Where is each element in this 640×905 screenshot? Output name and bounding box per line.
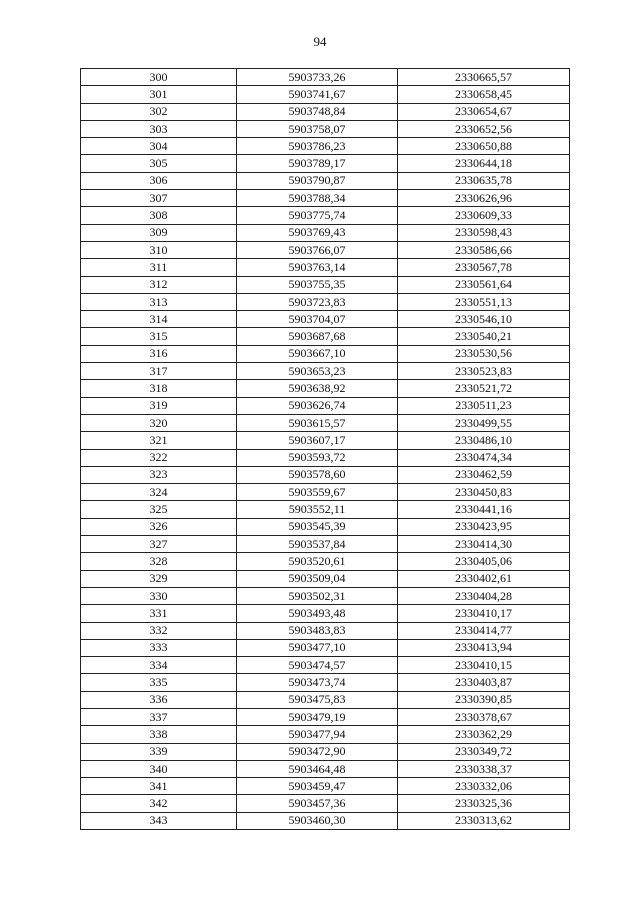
table-row bbox=[81, 259, 570, 276]
point-number-cell: 332 bbox=[81, 622, 237, 639]
x-coordinate-cell: 5903477,10 bbox=[237, 639, 398, 656]
table-row bbox=[81, 432, 570, 449]
y-coordinate-cell: 2330410,15 bbox=[398, 657, 570, 674]
point-number-cell: 308 bbox=[81, 207, 237, 224]
x-coordinate-cell: 5903788,34 bbox=[237, 190, 398, 207]
y-coordinate-cell: 2330561,64 bbox=[398, 276, 570, 293]
table-row bbox=[81, 207, 570, 224]
point-number-cell: 337 bbox=[81, 708, 237, 725]
x-coordinate-cell: 5903459,47 bbox=[237, 778, 398, 795]
y-coordinate-cell: 2330349,72 bbox=[398, 743, 570, 760]
x-coordinate-cell: 5903687,68 bbox=[237, 328, 398, 345]
y-coordinate-cell: 2330410,17 bbox=[398, 605, 570, 622]
table-row bbox=[81, 466, 570, 483]
y-coordinate-cell: 2330511,23 bbox=[398, 397, 570, 414]
y-coordinate-cell: 2330658,45 bbox=[398, 86, 570, 103]
point-number-cell: 302 bbox=[81, 103, 237, 120]
point-number-cell: 339 bbox=[81, 743, 237, 760]
y-coordinate-cell: 2330402,61 bbox=[398, 570, 570, 587]
table-row bbox=[81, 778, 570, 795]
x-coordinate-cell: 5903537,84 bbox=[237, 536, 398, 553]
point-number-cell: 324 bbox=[81, 484, 237, 501]
point-number-cell: 343 bbox=[81, 812, 237, 829]
x-coordinate-cell: 5903763,14 bbox=[237, 259, 398, 276]
y-coordinate-cell: 2330644,18 bbox=[398, 155, 570, 172]
y-coordinate-cell: 2330652,56 bbox=[398, 120, 570, 137]
x-coordinate-cell: 5903520,61 bbox=[237, 553, 398, 570]
x-coordinate-cell: 5903545,39 bbox=[237, 518, 398, 535]
point-number-cell: 317 bbox=[81, 363, 237, 380]
table-row bbox=[81, 622, 570, 639]
table-row bbox=[81, 138, 570, 155]
point-number-cell: 328 bbox=[81, 553, 237, 570]
table-row bbox=[81, 293, 570, 310]
x-coordinate-cell: 5903733,26 bbox=[237, 69, 398, 86]
point-number-cell: 325 bbox=[81, 501, 237, 518]
y-coordinate-cell: 2330414,30 bbox=[398, 536, 570, 553]
table-row bbox=[81, 103, 570, 120]
x-coordinate-cell: 5903464,48 bbox=[237, 760, 398, 777]
point-number-cell: 341 bbox=[81, 778, 237, 795]
point-number-cell: 311 bbox=[81, 259, 237, 276]
point-number-cell: 335 bbox=[81, 674, 237, 691]
y-coordinate-cell: 2330404,28 bbox=[398, 587, 570, 604]
table-row bbox=[81, 708, 570, 725]
y-coordinate-cell: 2330523,83 bbox=[398, 363, 570, 380]
point-number-cell: 322 bbox=[81, 449, 237, 466]
x-coordinate-cell: 5903615,57 bbox=[237, 414, 398, 431]
y-coordinate-cell: 2330414,77 bbox=[398, 622, 570, 639]
y-coordinate-cell: 2330546,10 bbox=[398, 311, 570, 328]
x-coordinate-cell: 5903502,31 bbox=[237, 587, 398, 604]
x-coordinate-cell: 5903741,67 bbox=[237, 86, 398, 103]
y-coordinate-cell: 2330598,43 bbox=[398, 224, 570, 241]
point-number-cell: 312 bbox=[81, 276, 237, 293]
table-row bbox=[81, 518, 570, 535]
y-coordinate-cell: 2330586,66 bbox=[398, 241, 570, 258]
table-row bbox=[81, 276, 570, 293]
point-number-cell: 334 bbox=[81, 657, 237, 674]
table-row bbox=[81, 241, 570, 258]
table-row bbox=[81, 691, 570, 708]
point-number-cell: 329 bbox=[81, 570, 237, 587]
x-coordinate-cell: 5903578,60 bbox=[237, 466, 398, 483]
x-coordinate-cell: 5903723,83 bbox=[237, 293, 398, 310]
table-row bbox=[81, 605, 570, 622]
y-coordinate-cell: 2330462,59 bbox=[398, 466, 570, 483]
point-number-cell: 301 bbox=[81, 86, 237, 103]
table-row bbox=[81, 743, 570, 760]
x-coordinate-cell: 5903457,36 bbox=[237, 795, 398, 812]
point-number-cell: 336 bbox=[81, 691, 237, 708]
x-coordinate-cell: 5903626,74 bbox=[237, 397, 398, 414]
table-row bbox=[81, 380, 570, 397]
y-coordinate-cell: 2330413,94 bbox=[398, 639, 570, 656]
y-coordinate-cell: 2330654,67 bbox=[398, 103, 570, 120]
table-row bbox=[81, 224, 570, 241]
point-number-cell: 319 bbox=[81, 397, 237, 414]
table-row bbox=[81, 553, 570, 570]
point-number-cell: 318 bbox=[81, 380, 237, 397]
page-number: 94 bbox=[313, 34, 327, 49]
point-number-cell: 327 bbox=[81, 536, 237, 553]
table-row bbox=[81, 536, 570, 553]
y-coordinate-cell: 2330665,57 bbox=[398, 69, 570, 86]
y-coordinate-cell: 2330441,16 bbox=[398, 501, 570, 518]
x-coordinate-cell: 5903472,90 bbox=[237, 743, 398, 760]
table-row bbox=[81, 190, 570, 207]
x-coordinate-cell: 5903789,17 bbox=[237, 155, 398, 172]
y-coordinate-cell: 2330450,83 bbox=[398, 484, 570, 501]
x-coordinate-cell: 5903477,94 bbox=[237, 726, 398, 743]
point-number-cell: 330 bbox=[81, 587, 237, 604]
table-row bbox=[81, 328, 570, 345]
x-coordinate-cell: 5903653,23 bbox=[237, 363, 398, 380]
y-coordinate-cell: 2330486,10 bbox=[398, 432, 570, 449]
coordinates-table bbox=[80, 68, 570, 830]
point-number-cell: 303 bbox=[81, 120, 237, 137]
x-coordinate-cell: 5903475,83 bbox=[237, 691, 398, 708]
x-coordinate-cell: 5903593,72 bbox=[237, 449, 398, 466]
point-number-cell: 338 bbox=[81, 726, 237, 743]
table-row bbox=[81, 760, 570, 777]
x-coordinate-cell: 5903483,83 bbox=[237, 622, 398, 639]
x-coordinate-cell: 5903607,17 bbox=[237, 432, 398, 449]
y-coordinate-cell: 2330423,95 bbox=[398, 518, 570, 535]
table-row bbox=[81, 812, 570, 829]
y-coordinate-cell: 2330499,55 bbox=[398, 414, 570, 431]
table-row bbox=[81, 639, 570, 656]
point-number-cell: 333 bbox=[81, 639, 237, 656]
table-row bbox=[81, 120, 570, 137]
table-row bbox=[81, 587, 570, 604]
y-coordinate-cell: 2330338,37 bbox=[398, 760, 570, 777]
point-number-cell: 300 bbox=[81, 69, 237, 86]
point-number-cell: 340 bbox=[81, 760, 237, 777]
x-coordinate-cell: 5903552,11 bbox=[237, 501, 398, 518]
y-coordinate-cell: 2330626,96 bbox=[398, 190, 570, 207]
table-row bbox=[81, 69, 570, 86]
y-coordinate-cell: 2330332,06 bbox=[398, 778, 570, 795]
x-coordinate-cell: 5903769,43 bbox=[237, 224, 398, 241]
y-coordinate-cell: 2330650,88 bbox=[398, 138, 570, 155]
table-row bbox=[81, 363, 570, 380]
point-number-cell: 307 bbox=[81, 190, 237, 207]
table-row bbox=[81, 311, 570, 328]
x-coordinate-cell: 5903638,92 bbox=[237, 380, 398, 397]
x-coordinate-cell: 5903479,19 bbox=[237, 708, 398, 725]
y-coordinate-cell: 2330474,34 bbox=[398, 449, 570, 466]
table-row bbox=[81, 449, 570, 466]
table-row bbox=[81, 484, 570, 501]
point-number-cell: 315 bbox=[81, 328, 237, 345]
y-coordinate-cell: 2330635,78 bbox=[398, 172, 570, 189]
y-coordinate-cell: 2330551,13 bbox=[398, 293, 570, 310]
y-coordinate-cell: 2330362,29 bbox=[398, 726, 570, 743]
x-coordinate-cell: 5903758,07 bbox=[237, 120, 398, 137]
y-coordinate-cell: 2330521,72 bbox=[398, 380, 570, 397]
y-coordinate-cell: 2330378,67 bbox=[398, 708, 570, 725]
y-coordinate-cell: 2330403,87 bbox=[398, 674, 570, 691]
table-row bbox=[81, 674, 570, 691]
y-coordinate-cell: 2330405,06 bbox=[398, 553, 570, 570]
x-coordinate-cell: 5903790,87 bbox=[237, 172, 398, 189]
point-number-cell: 331 bbox=[81, 605, 237, 622]
x-coordinate-cell: 5903766,07 bbox=[237, 241, 398, 258]
y-coordinate-cell: 2330325,36 bbox=[398, 795, 570, 812]
x-coordinate-cell: 5903667,10 bbox=[237, 345, 398, 362]
x-coordinate-cell: 5903559,67 bbox=[237, 484, 398, 501]
x-coordinate-cell: 5903755,35 bbox=[237, 276, 398, 293]
y-coordinate-cell: 2330609,33 bbox=[398, 207, 570, 224]
table-row bbox=[81, 155, 570, 172]
y-coordinate-cell: 2330540,21 bbox=[398, 328, 570, 345]
point-number-cell: 310 bbox=[81, 241, 237, 258]
y-coordinate-cell: 2330390,85 bbox=[398, 691, 570, 708]
table-row bbox=[81, 795, 570, 812]
table-row bbox=[81, 397, 570, 414]
x-coordinate-cell: 5903460,30 bbox=[237, 812, 398, 829]
point-number-cell: 316 bbox=[81, 345, 237, 362]
y-coordinate-cell: 2330530,56 bbox=[398, 345, 570, 362]
table-row bbox=[81, 501, 570, 518]
x-coordinate-cell: 5903775,74 bbox=[237, 207, 398, 224]
point-number-cell: 320 bbox=[81, 414, 237, 431]
x-coordinate-cell: 5903509,04 bbox=[237, 570, 398, 587]
x-coordinate-cell: 5903473,74 bbox=[237, 674, 398, 691]
table-row bbox=[81, 657, 570, 674]
coordinates-table-body bbox=[81, 69, 570, 830]
point-number-cell: 323 bbox=[81, 466, 237, 483]
point-number-cell: 313 bbox=[81, 293, 237, 310]
point-number-cell: 304 bbox=[81, 138, 237, 155]
point-number-cell: 314 bbox=[81, 311, 237, 328]
y-coordinate-cell: 2330313,62 bbox=[398, 812, 570, 829]
x-coordinate-cell: 5903474,57 bbox=[237, 657, 398, 674]
table-row bbox=[81, 345, 570, 362]
table-row bbox=[81, 570, 570, 587]
table-row bbox=[81, 172, 570, 189]
point-number-cell: 326 bbox=[81, 518, 237, 535]
point-number-cell: 309 bbox=[81, 224, 237, 241]
table-row bbox=[81, 414, 570, 431]
table-row bbox=[81, 726, 570, 743]
y-coordinate-cell: 2330567,78 bbox=[398, 259, 570, 276]
x-coordinate-cell: 5903493,48 bbox=[237, 605, 398, 622]
point-number-cell: 342 bbox=[81, 795, 237, 812]
point-number-cell: 305 bbox=[81, 155, 237, 172]
point-number-cell: 306 bbox=[81, 172, 237, 189]
table-row bbox=[81, 86, 570, 103]
x-coordinate-cell: 5903748,84 bbox=[237, 103, 398, 120]
x-coordinate-cell: 5903786,23 bbox=[237, 138, 398, 155]
x-coordinate-cell: 5903704,07 bbox=[237, 311, 398, 328]
point-number-cell: 321 bbox=[81, 432, 237, 449]
